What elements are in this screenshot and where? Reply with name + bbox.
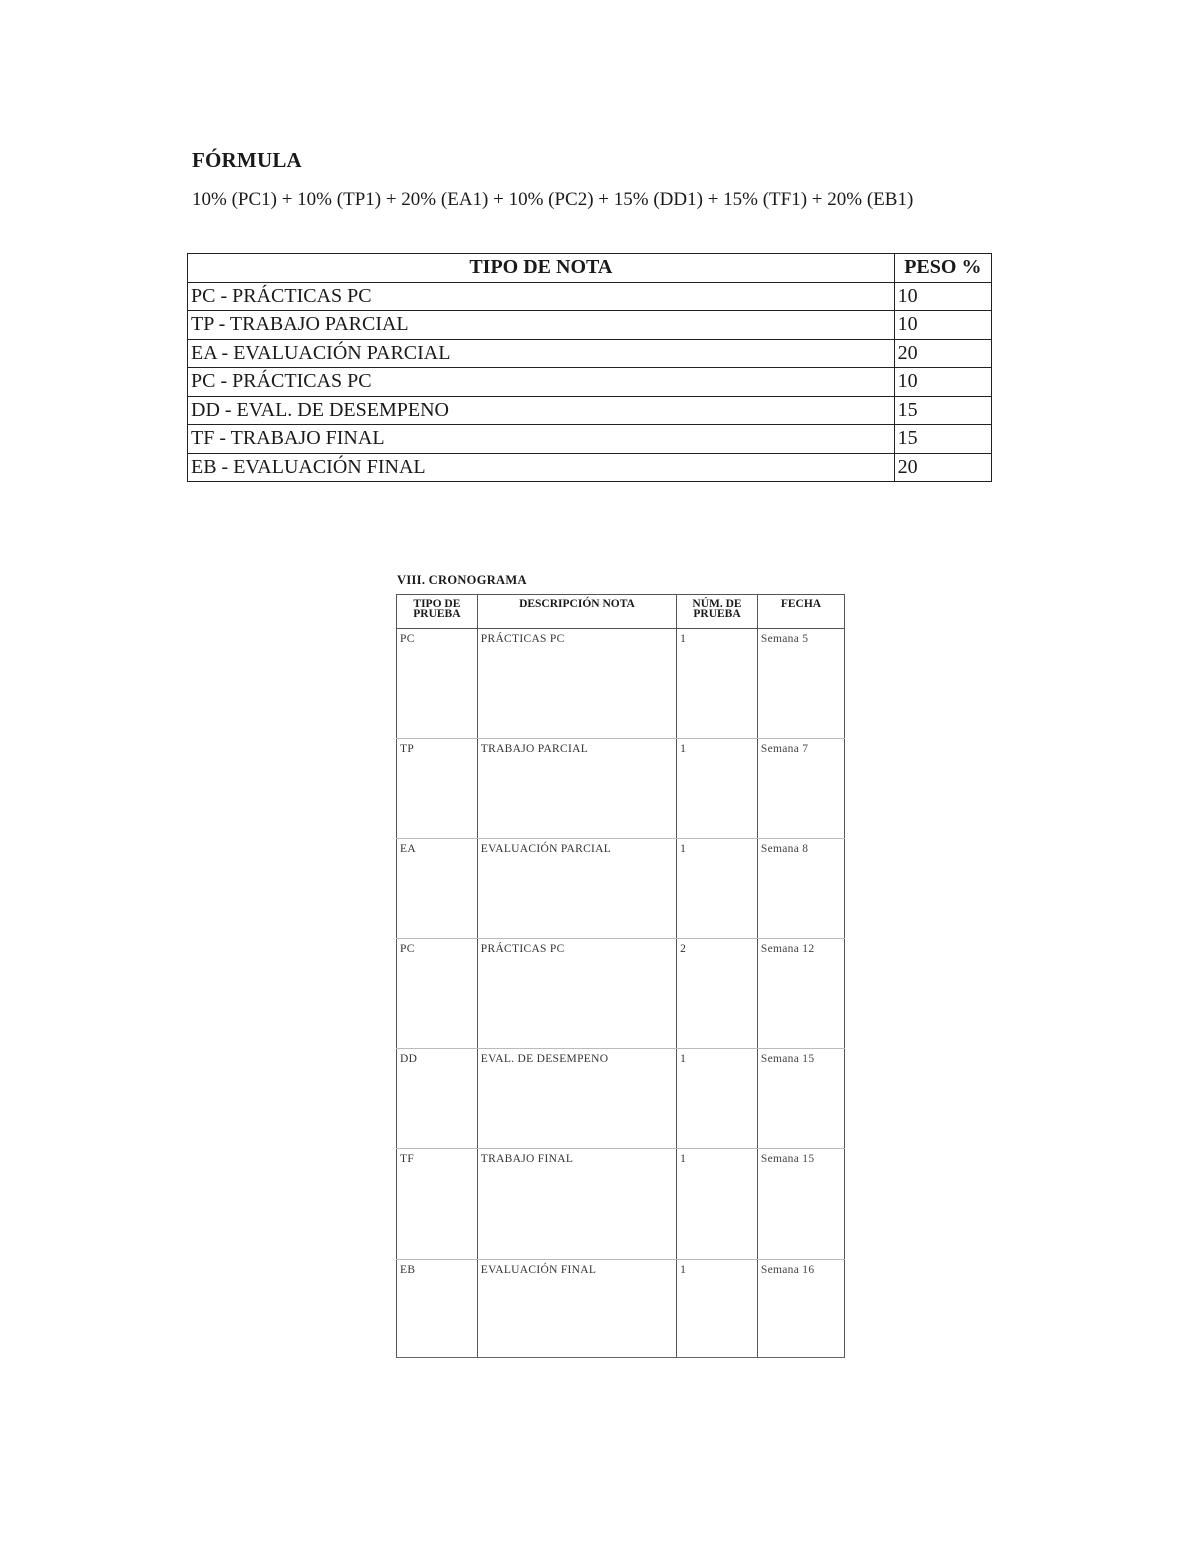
cronograma-cell-tipo: EB [397,1260,478,1358]
cronograma-cell-num: 1 [677,629,758,739]
weights-cell-peso: 20 [894,453,991,482]
cronograma-header-row [397,595,845,629]
cronograma-cell-tipo: PC [397,939,478,1049]
cronograma-header-tipo [397,595,478,629]
cronograma-cell-num: 1 [677,739,758,839]
cronograma-cell-tipo: TF [397,1149,478,1260]
cronograma-header-num-line1: NÚM. DE [692,598,742,610]
cronograma-row [397,739,845,839]
weights-cell-tipo: PC - PRÁCTICAS PC [188,282,895,311]
cronograma-row [397,939,845,1049]
cronograma-cell-fecha: Semana 7 [757,739,844,839]
weights-cell-peso: 15 [894,396,991,425]
formula-expression: 10% (PC1) + 10% (TP1) + 20% (EA1) + 10% (PC2) + 15% (DD1) + 15% (TF1) + 20% (EB1) [192,189,914,210]
cronograma-header-tipo-line2: PRUEBA [413,608,461,620]
cronograma-cell-tipo: DD [397,1049,478,1149]
weights-cell-tipo: PC - PRÁCTICAS PC [188,368,895,397]
cronograma-cell-fecha: Semana 16 [757,1260,844,1358]
cronograma-cell-descripcion: PRÁCTICAS PC [477,629,676,739]
cronograma-cell-descripcion: EVAL. DE DESEMPENO [477,1049,676,1149]
cronograma-cell-fecha: Semana 8 [757,839,844,939]
weights-row [188,396,992,425]
weights-table [187,253,992,482]
weights-header-row [188,254,992,283]
cronograma-row [397,1149,845,1260]
cronograma-row [397,629,845,739]
cronograma-header-descripcion: DESCRIPCIÓN NOTA [477,595,676,629]
weights-cell-tipo: EB - EVALUACIÓN FINAL [188,453,895,482]
weights-row [188,311,992,340]
cronograma-cell-descripcion: TRABAJO PARCIAL [477,739,676,839]
cronograma-title: VIII. CRONOGRAMA [397,573,527,587]
weights-cell-tipo: TP - TRABAJO PARCIAL [188,311,895,340]
cronograma-cell-descripcion: EVALUACIÓN PARCIAL [477,839,676,939]
weights-header-tipo: TIPO DE NOTA [188,254,895,283]
cronograma-row [397,839,845,939]
weights-row [188,282,992,311]
cronograma-cell-num: 1 [677,1260,758,1358]
weights-header-peso: PESO % [894,254,991,283]
cronograma-cell-fecha: Semana 12 [757,939,844,1049]
cronograma-cell-descripcion: TRABAJO FINAL [477,1149,676,1260]
cronograma-cell-tipo: TP [397,739,478,839]
weights-cell-peso: 10 [894,311,991,340]
cronograma-header-num [677,595,758,629]
cronograma-cell-descripcion: PRÁCTICAS PC [477,939,676,1049]
cronograma-table [396,594,845,1358]
cronograma-cell-num: 1 [677,1149,758,1260]
weights-cell-tipo: TF - TRABAJO FINAL [188,425,895,454]
cronograma-cell-num: 2 [677,939,758,1049]
weights-cell-peso: 10 [894,282,991,311]
cronograma-header-fecha: FECHA [757,595,844,629]
cronograma-cell-fecha: Semana 15 [757,1149,844,1260]
weights-row [188,368,992,397]
weights-row [188,425,992,454]
weights-cell-peso: 10 [894,368,991,397]
weights-row [188,339,992,368]
formula-heading: FÓRMULA [192,148,302,172]
cronograma-cell-tipo: PC [397,629,478,739]
weights-cell-tipo: EA - EVALUACIÓN PARCIAL [188,339,895,368]
cronograma-row [397,1049,845,1149]
cronograma-cell-num: 1 [677,1049,758,1149]
cronograma-cell-tipo: EA [397,839,478,939]
weights-row [188,453,992,482]
cronograma-header-num-line2: PRUEBA [693,608,741,620]
cronograma-cell-num: 1 [677,839,758,939]
cronograma-header-tipo-line1: TIPO DE [413,598,461,610]
cronograma-row [397,1260,845,1358]
cronograma-cell-descripcion: EVALUACIÓN FINAL [477,1260,676,1358]
weights-cell-peso: 15 [894,425,991,454]
cronograma-cell-fecha: Semana 15 [757,1049,844,1149]
cronograma-cell-fecha: Semana 5 [757,629,844,739]
weights-cell-tipo: DD - EVAL. DE DESEMPENO [188,396,895,425]
weights-cell-peso: 20 [894,339,991,368]
